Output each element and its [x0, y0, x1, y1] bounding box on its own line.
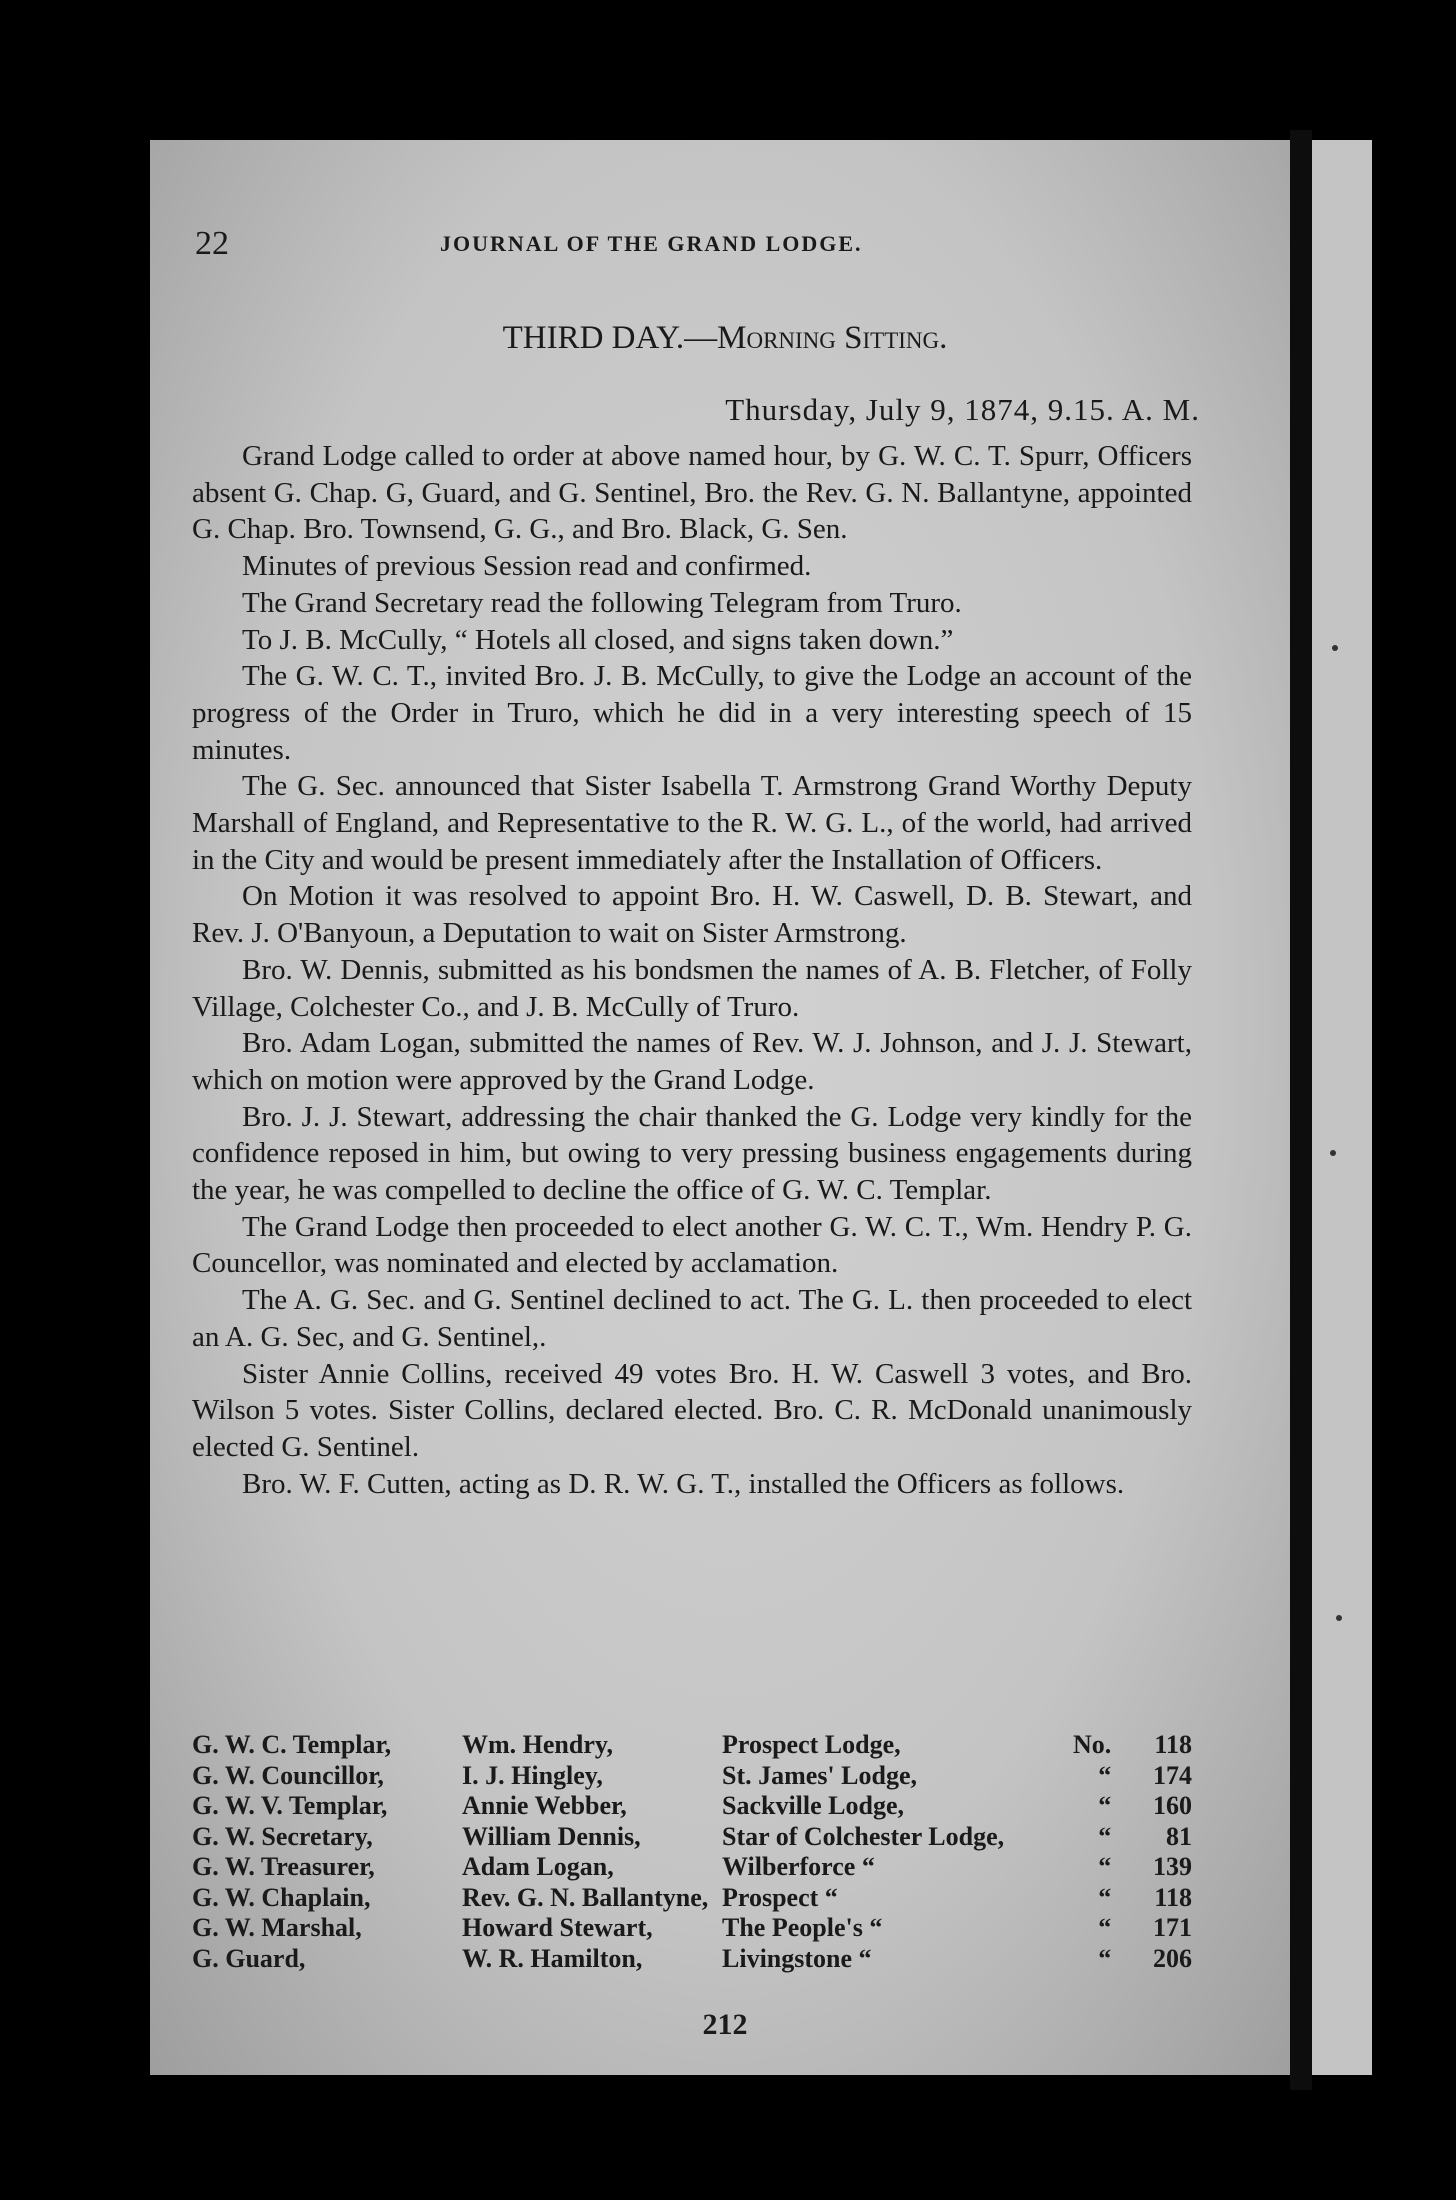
officer-office: G. W. Secretary, — [192, 1821, 373, 1851]
signature-mark: 212 — [702, 2008, 748, 2041]
officer-lodge: Livingstone “ — [722, 1943, 872, 1973]
officer-name: William Dennis, — [462, 1821, 641, 1851]
officer-name: Wm. Hendry, — [462, 1730, 613, 1759]
officer-no-prefix: “ — [1098, 1791, 1112, 1820]
officer-lodge-number: 174 — [1153, 1760, 1192, 1790]
officer-lodge-number: 118 — [1154, 1882, 1192, 1912]
officer-office: G. W. C. Templar, — [192, 1730, 392, 1759]
officer-office: G. Guard, — [192, 1943, 306, 1973]
officer-lodge: Prospect Lodge, — [722, 1730, 901, 1759]
officer-lodge-number: 171 — [1153, 1913, 1192, 1942]
paragraph: The Grand Lodge then proceeded to elect another G. W. C. T., Wm. Hendry P. G. Councellor, was nominated and elected by acclamation. — [192, 1210, 1192, 1280]
officer-lodge: Wilberforce “ — [722, 1852, 875, 1881]
officer-office: G. W. Councillor, — [192, 1760, 384, 1790]
table-row — [192, 1791, 1192, 1822]
officer-name: Annie Webber, — [462, 1791, 627, 1820]
officer-no-prefix: “ — [1098, 1821, 1112, 1851]
table-row — [192, 1761, 1192, 1792]
officer-no-prefix: “ — [1098, 1852, 1112, 1881]
running-head: JOURNAL OF THE GRAND LODGE. — [440, 231, 863, 256]
officer-lodge-number: 160 — [1153, 1791, 1192, 1820]
scan-speck — [1332, 645, 1338, 651]
officer-lodge: Star of Colchester Lodge, — [722, 1821, 1005, 1851]
officer-no-prefix: “ — [1098, 1913, 1112, 1942]
paragraph: The G. W. C. T., invited Bro. J. B. McCully, to give the Lodge an account of the progress of the Order in Truro, which he did in a very interesting speech of 15 minutes. — [192, 660, 1192, 766]
paragraph: Minutes of previous Session read and confirmed. — [242, 550, 812, 583]
officer-no-prefix: No. — [1072, 1730, 1112, 1759]
paragraph: Sister Annie Collins, received 49 votes Bro. H. W. Caswell 3 votes, and Bro. Wilson 5 votes. Sister Collins, declared elected. Bro. C. R. McDonald unanimously elected G. Sentinel. — [192, 1357, 1192, 1463]
officer-office: G. W. Marshal, — [192, 1913, 362, 1942]
paragraph: Bro. Adam Logan, submitted the names of Rev. W. J. Johnson, and J. J. Stewart, which on motion were approved by the Grand Lodge. — [192, 1027, 1192, 1096]
paragraph: The G. Sec. announced that Sister Isabella T. Armstrong Grand Worthy Deputy Marshall of England, and Representative to the R. W. G. L., of the world, had arrived in the City and would be present immediately after the Installation of Officers. — [192, 770, 1192, 876]
paragraph: On Motion it was resolved to appoint Bro. H. W. Caswell, D. B. Stewart, and Rev. J. O'Banyoun, a Deputation to wait on Sister Armstrong. — [192, 880, 1192, 950]
scan-speck — [1330, 1150, 1336, 1156]
officer-office: G. W. Treasurer, — [192, 1852, 375, 1881]
scan-speck — [1336, 1615, 1342, 1621]
officer-lodge: St. James' Lodge, — [722, 1760, 917, 1790]
officer-name: Rev. G. N. Ballantyne, — [462, 1882, 709, 1912]
paragraph: Bro. W. F. Cutten, acting as D. R. W. G. T., installed the Officers as follows. — [242, 1467, 1125, 1500]
page-header — [195, 225, 1275, 275]
officer-lodge-number: 81 — [1166, 1821, 1192, 1851]
officer-lodge-number: 139 — [1153, 1852, 1192, 1881]
minutes-body — [192, 438, 1192, 1502]
officer-office: G. W. Chaplain, — [192, 1882, 371, 1912]
page-number: 22 — [195, 225, 229, 262]
officer-name: Adam Logan, — [462, 1852, 614, 1881]
paragraph: The A. G. Sec. and G. Sentinel declined to act. The G. L. then proceeded to elect an A. G. Sec, and G. Sentinel,. — [192, 1284, 1192, 1353]
officer-lodge: Sackville Lodge, — [722, 1791, 905, 1820]
paragraph: Bro. J. J. Stewart, addressing the chair thanked the G. Lodge very kindly for the confidence reposed in him, but owing to very pressing business engagements during the year, he was compelled to decline the office of G. W. C. Templar. — [192, 1100, 1192, 1207]
officer-lodge: The People's “ — [722, 1913, 883, 1942]
section-title-main: THIRD DAY.— — [502, 320, 718, 356]
paragraph: The Grand Secretary read the following Telegram from Truro. — [242, 586, 962, 619]
table-row — [192, 1944, 1192, 1975]
officer-office: G. W. V. Templar, — [192, 1791, 388, 1820]
dateline: Thursday, July 9, 1874, 9.15. A. M. — [725, 392, 1200, 427]
table-row — [192, 1883, 1192, 1914]
officer-no-prefix: “ — [1098, 1882, 1112, 1912]
officers-table — [192, 1730, 1192, 1974]
paragraph: Grand Lodge called to order at above named hour, by G. W. C. T. Spurr, Officers absent G. Chap. G, Guard, and G. Sentinel, Bro. the Rev. G. N. Ballantyne, appointed G. Chap. Bro. Townsend, G. G., and Bro. Black, G. Sen. — [192, 440, 1192, 546]
table-row — [192, 1852, 1192, 1883]
officer-lodge-number: 118 — [1154, 1730, 1192, 1759]
officer-name: I. J. Hingley, — [462, 1760, 603, 1790]
officer-lodge: Prospect “ — [722, 1882, 838, 1912]
table-row — [192, 1913, 1192, 1944]
officer-lodge-number: 206 — [1153, 1943, 1192, 1973]
table-row — [192, 1730, 1192, 1761]
officer-name: W. R. Hamilton, — [462, 1943, 643, 1973]
table-row — [192, 1822, 1192, 1853]
paragraph: Bro. W. Dennis, submitted as his bondsmen the names of A. B. Fletcher, of Folly Village, Colchester Co., and J. B. McCully of Truro. — [192, 953, 1192, 1023]
binding-gutter — [1290, 130, 1312, 2090]
officer-no-prefix: “ — [1098, 1943, 1112, 1973]
document-page — [150, 140, 1300, 2075]
facing-page-edge — [1312, 140, 1372, 2075]
paragraph: To J. B. McCully, “ Hotels all closed, and signs taken down.” — [242, 623, 954, 656]
officer-name: Howard Stewart, — [462, 1913, 653, 1942]
officer-no-prefix: “ — [1098, 1760, 1112, 1790]
section-title-subtitle: Morning Sitting. — [717, 320, 948, 356]
section-title — [150, 320, 1300, 357]
